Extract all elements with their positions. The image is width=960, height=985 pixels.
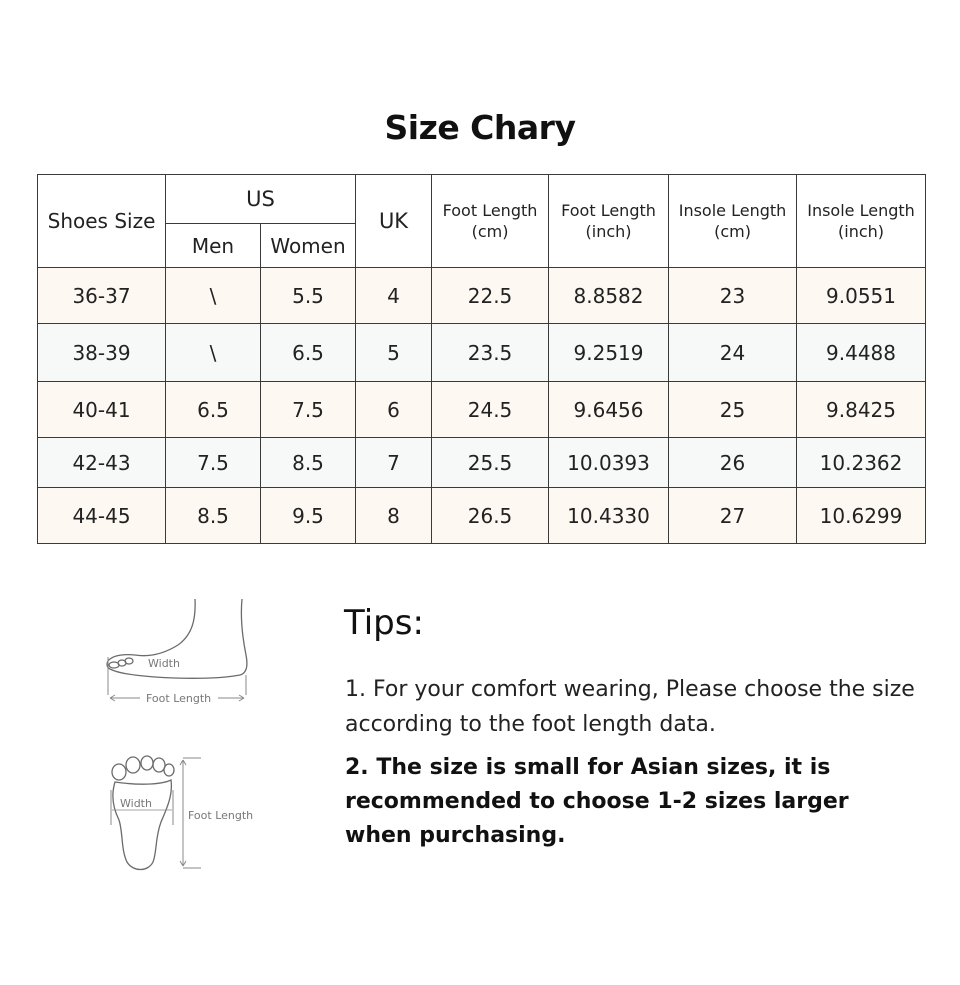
cell-insole-length-inch: 9.0551 xyxy=(797,268,926,324)
cell-foot-length-inch: 10.4330 xyxy=(549,488,669,544)
cell-uk: 4 xyxy=(356,268,432,324)
header-us-men: Men xyxy=(166,224,261,268)
cell-insole-length-inch: 9.4488 xyxy=(797,324,926,382)
side-length-label: Foot Length xyxy=(146,692,212,705)
cell-us-men: 6.5 xyxy=(166,382,261,438)
cell-uk: 6 xyxy=(356,382,432,438)
cell-us-men: 8.5 xyxy=(166,488,261,544)
cell-insole-length-cm: 26 xyxy=(669,438,797,488)
header-insole-length-inch: Insole Length (inch) xyxy=(797,175,926,268)
tips-title: Tips: xyxy=(344,603,424,643)
cell-foot-length-cm: 26.5 xyxy=(432,488,549,544)
cell-us-women: 5.5 xyxy=(261,268,356,324)
cell-foot-length-cm: 22.5 xyxy=(432,268,549,324)
header-us-women: Women xyxy=(261,224,356,268)
table-row xyxy=(38,438,926,488)
cell-us-women: 9.5 xyxy=(261,488,356,544)
sole-length-label: Foot Length xyxy=(188,809,254,822)
cell-us-men: 7.5 xyxy=(166,438,261,488)
cell-size: 44-45 xyxy=(38,488,166,544)
cell-foot-length-inch: 9.2519 xyxy=(549,324,669,382)
cell-insole-length-cm: 27 xyxy=(669,488,797,544)
foot-sole-diagram xyxy=(103,750,268,875)
cell-foot-length-cm: 23.5 xyxy=(432,324,549,382)
cell-insole-length-inch: 9.8425 xyxy=(797,382,926,438)
foot-side-diagram xyxy=(100,595,260,710)
cell-size: 38-39 xyxy=(38,324,166,382)
cell-insole-length-cm: 23 xyxy=(669,268,797,324)
side-width-label: Width xyxy=(148,657,180,670)
header-us: US xyxy=(166,175,356,224)
cell-size: 40-41 xyxy=(38,382,166,438)
tip-1: 1. For your comfort wearing, Please choose the size according to the foot length data. xyxy=(345,677,915,737)
table-row xyxy=(38,488,926,544)
cell-foot-length-inch: 9.6456 xyxy=(549,382,669,438)
header-shoes-size: Shoes Size xyxy=(38,175,166,268)
table-row xyxy=(38,324,926,382)
header-insole-length-cm: Insole Length (cm) xyxy=(669,175,797,268)
cell-us-women: 8.5 xyxy=(261,438,356,488)
cell-foot-length-inch: 10.0393 xyxy=(549,438,669,488)
cell-insole-length-cm: 25 xyxy=(669,382,797,438)
cell-insole-length-cm: 24 xyxy=(669,324,797,382)
size-table xyxy=(37,174,926,544)
page-title: Size Chary xyxy=(384,108,576,147)
cell-us-men: \ xyxy=(166,324,261,382)
cell-uk: 7 xyxy=(356,438,432,488)
tip-2: 2. The size is small for Asian sizes, it is recommended to choose 1-2 sizes larger when purchasing. xyxy=(345,755,849,848)
cell-size: 36-37 xyxy=(38,268,166,324)
cell-foot-length-cm: 25.5 xyxy=(432,438,549,488)
cell-foot-length-inch: 8.8582 xyxy=(549,268,669,324)
header-foot-length-cm: Foot Length (cm) xyxy=(432,175,549,268)
cell-size: 42-43 xyxy=(38,438,166,488)
table-row xyxy=(38,382,926,438)
cell-us-women: 7.5 xyxy=(261,382,356,438)
cell-uk: 8 xyxy=(356,488,432,544)
cell-us-women: 6.5 xyxy=(261,324,356,382)
cell-uk: 5 xyxy=(356,324,432,382)
cell-insole-length-inch: 10.6299 xyxy=(797,488,926,544)
sole-width-label: Width xyxy=(120,797,152,810)
cell-foot-length-cm: 24.5 xyxy=(432,382,549,438)
cell-insole-length-inch: 10.2362 xyxy=(797,438,926,488)
header-foot-length-inch: Foot Length (inch) xyxy=(549,175,669,268)
cell-us-men: \ xyxy=(166,268,261,324)
header-uk: UK xyxy=(356,175,432,268)
table-row xyxy=(38,268,926,324)
